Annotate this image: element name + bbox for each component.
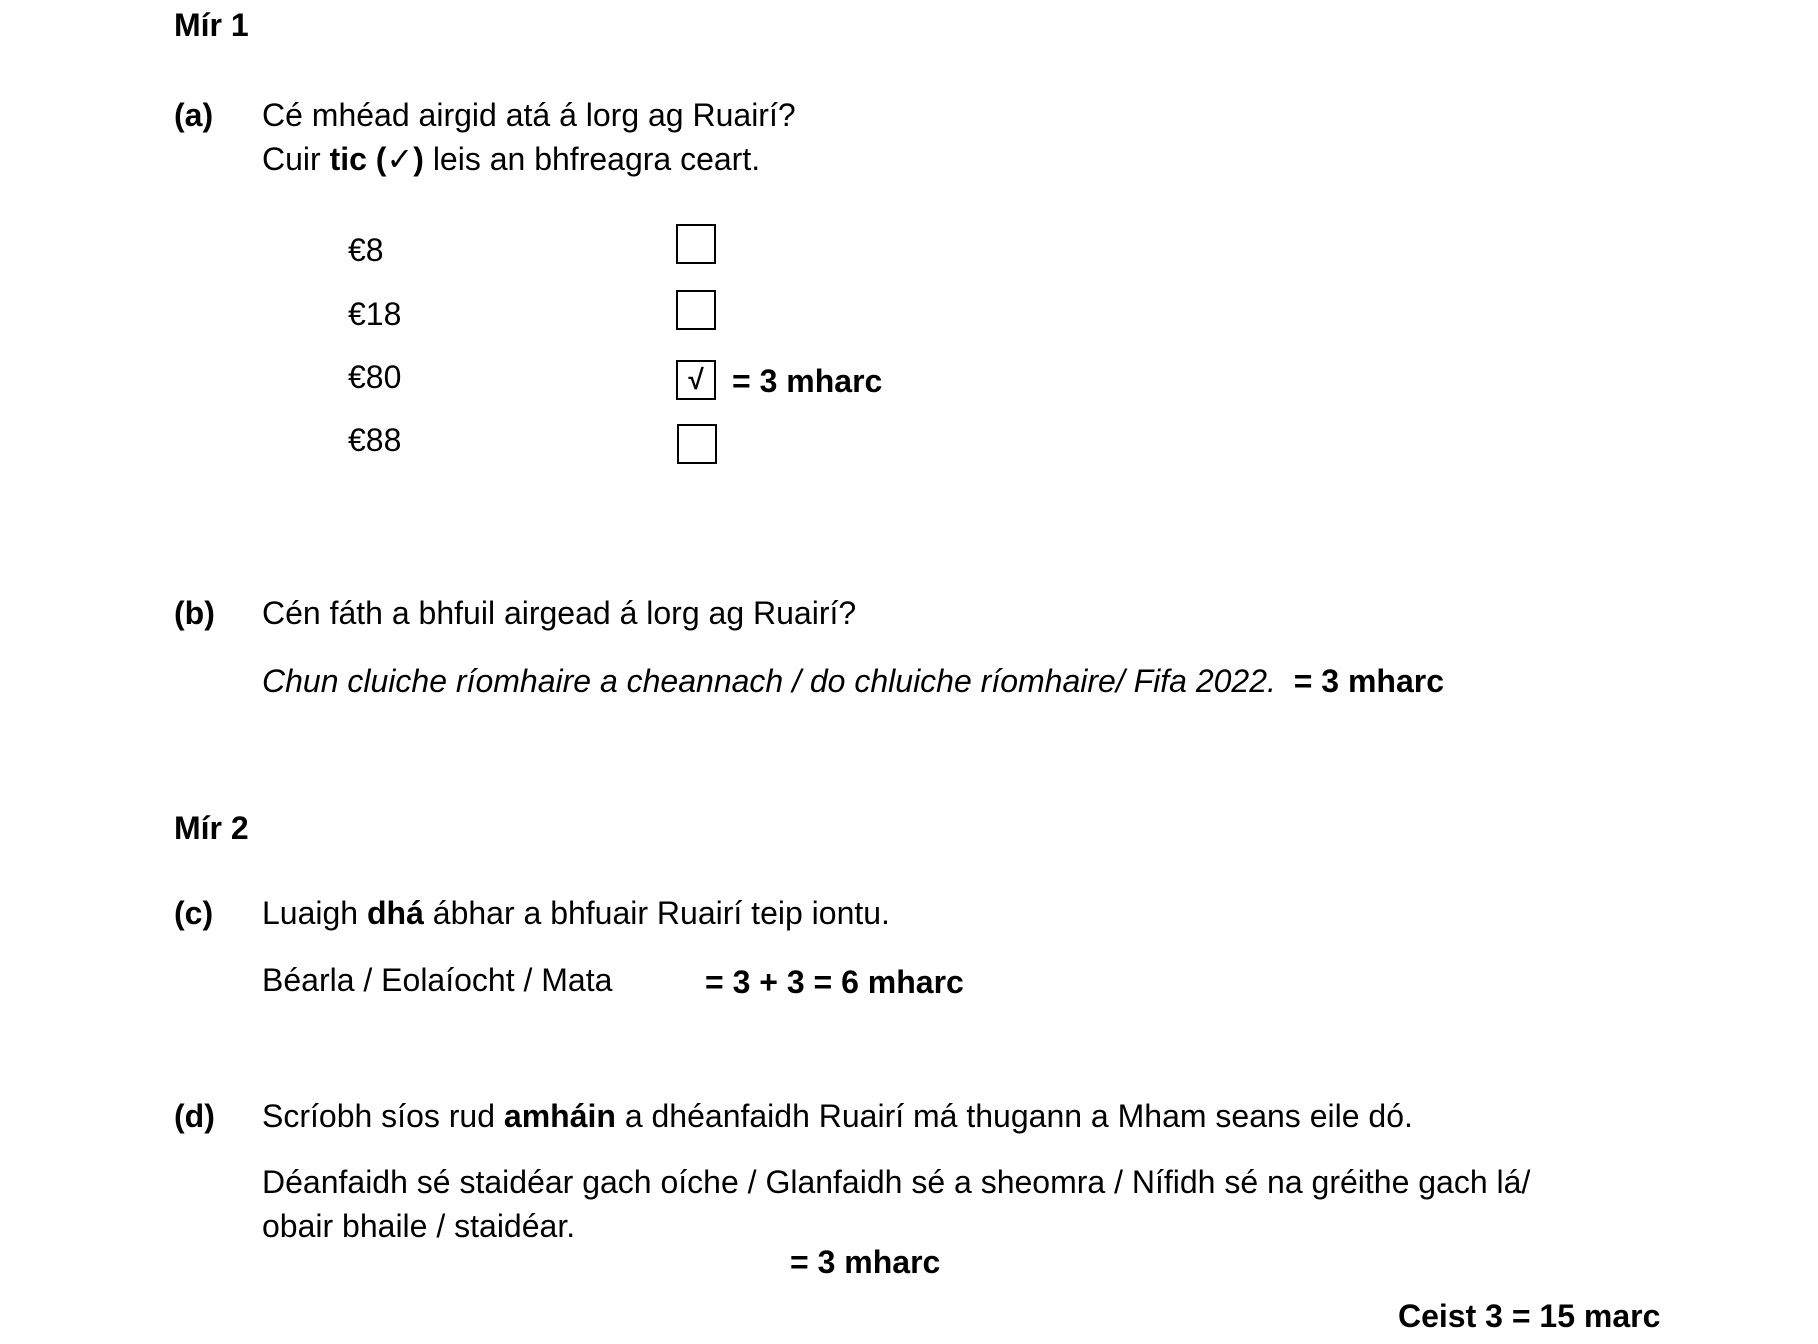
question-d-suffix: a dhéanfaidh Ruairí má thugann a Mham seans eile dó. bbox=[615, 1098, 1413, 1134]
answer-c: Béarla / Eolaíocht / Mata bbox=[262, 962, 613, 998]
answer-b bbox=[262, 661, 1444, 701]
instruction-tick: tic (✓) bbox=[329, 141, 424, 177]
question-label-b: (b) bbox=[174, 595, 215, 631]
question-d-bold: amháin bbox=[503, 1098, 616, 1134]
option-label: €80 bbox=[348, 359, 402, 395]
question-label-d: (d) bbox=[174, 1098, 215, 1134]
question-d-prefix: Scríobh síos rud bbox=[262, 1098, 504, 1134]
question-c-prefix: Luaigh bbox=[262, 895, 367, 931]
instruction-suffix: leis an bhfreagra ceart. bbox=[423, 141, 761, 177]
option-checkbox[interactable] bbox=[676, 224, 716, 264]
question-a-instruction bbox=[262, 139, 760, 179]
question-label-c: (c) bbox=[174, 895, 214, 931]
score-d: = 3 mharc bbox=[790, 1244, 941, 1280]
option-checkbox[interactable] bbox=[676, 290, 716, 330]
option-label: €88 bbox=[348, 422, 402, 458]
question-c-bold: dhá bbox=[366, 895, 424, 931]
answer-b-text: Chun cluiche ríomhaire a cheannach / do chluiche ríomhaire/ Fifa 2022. bbox=[262, 663, 1276, 699]
answer-d-line-2: obair bhaile / staidéar. bbox=[262, 1208, 576, 1244]
question-b-text: Cén fáth a bhfuil airgead á lorg ag Ruairí? bbox=[262, 595, 857, 631]
question-c-text bbox=[262, 893, 890, 933]
answer-d-line-1: Déanfaidh sé staidéar gach oíche / Glanfaidh sé a sheomra / Nífidh sé na gréithe gach lá/ bbox=[262, 1164, 1531, 1200]
score-c: = 3 + 3 = 6 mharc bbox=[705, 964, 964, 1000]
option-label: €8 bbox=[348, 232, 384, 268]
instruction-prefix: Cuir bbox=[262, 141, 330, 177]
score-a: = 3 mharc bbox=[732, 363, 883, 399]
option-label: €18 bbox=[348, 296, 402, 332]
score-b: = 3 mharc bbox=[1293, 663, 1444, 699]
question-label-a: (a) bbox=[174, 97, 214, 133]
question-d-text bbox=[262, 1096, 1413, 1136]
option-checkbox[interactable] bbox=[677, 424, 717, 464]
question-total: Ceist 3 = 15 marc bbox=[1398, 1298, 1661, 1334]
option-checkbox-checked[interactable]: √ bbox=[676, 360, 716, 400]
section-heading-mir-2: Mír 2 bbox=[174, 810, 249, 846]
section-heading-mir-1: Mír 1 bbox=[174, 7, 249, 43]
question-a-text: Cé mhéad airgid atá á lorg ag Ruairí? bbox=[262, 97, 796, 133]
question-c-suffix: ábhar a bhfuair Ruairí teip iontu. bbox=[423, 895, 890, 931]
